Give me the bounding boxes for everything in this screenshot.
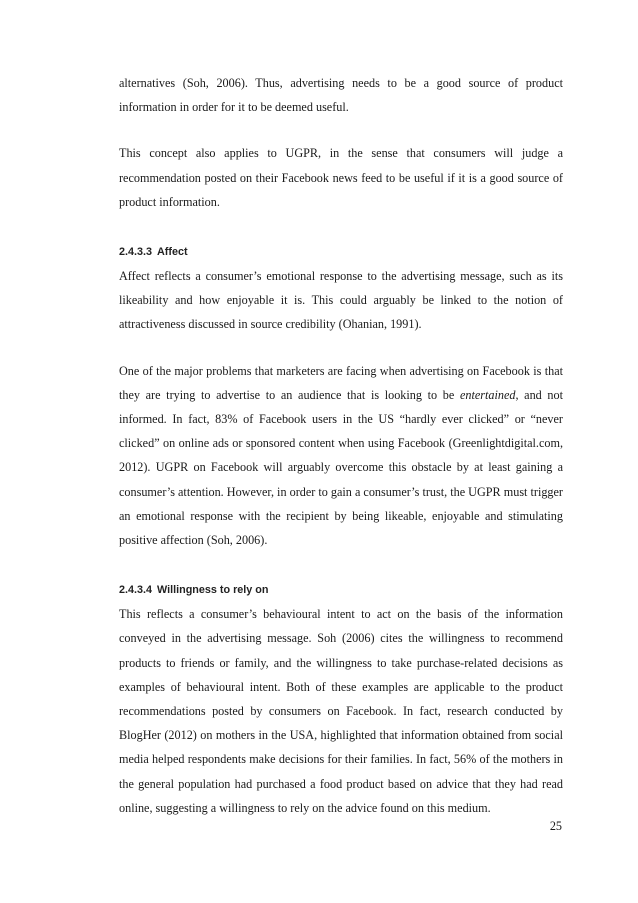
text-run: One of the major problems that marketers are facing when advertising on Facebook is that they are trying to advertise to an audience that is looking to be [119, 363, 563, 402]
paragraph-facebook-problems [119, 359, 563, 553]
emphasis-entertained: entertained [459, 387, 516, 402]
paragraph-affect-definition: Affect reflects a consumer’s emotional response to the advertising message, such as its likeability and how enjoyable it is. This could arguably be linked to the notion of attractiveness discussed in source credibility (Ohanian, 1991). [119, 269, 563, 332]
section-heading-affect [119, 240, 563, 264]
paragraph-alternatives: alternatives (Soh, 2006). Thus, advertising needs to be a good source of product information in order for it to be deemed useful. [119, 76, 563, 115]
section-number: 2.4.3.3 [119, 246, 153, 259]
paragraph-spacer [119, 119, 563, 141]
section-number: 2.4.3.4 [119, 584, 153, 597]
text-run: , and not informed. In fact, 83% of Facebook users in the US “hardly ever clicked” or “never clicked” on online ads or sponsored content when using Facebook (Greenlightdigital.com, 2012). UGPR on Facebook will arguably overcome this obstacle by at least gaining a consumer’s attention. However, in order to gain a consumer’s trust, the UGPR must trigger an emotional response with the recipient by being likeable, enjoyable and stimulating positive affection (Soh, 2006). [119, 387, 564, 548]
paragraph-spacer [119, 337, 563, 359]
section-title: Affect [157, 246, 188, 259]
section-title: Willingness to rely on [157, 584, 269, 597]
paragraph-willingness-definition: This reflects a consumer’s behavioural intent to act on the basis of the information conveyed in the advertising message. Soh (2006) cites the willingness to recommend products to friends or family, and the willingness to take purchase-related decisions as examples of behavioural intent. Both of these examples are applicable to the product recommendations posted by consumers on Facebook. In fact, research conducted by BlogHer (2012) on mothers in the USA, highlighted that information obtained from social media helped respondents make decisions for their families. In fact, 56% of the mothers in the general population had purchased a food product based on advice that they had read online, suggesting a willingness to rely on the advice found on this medium. [119, 607, 563, 815]
page-content [119, 71, 563, 820]
paragraph-spacer [119, 552, 563, 578]
section-heading-willingness [119, 578, 563, 602]
paragraph-spacer [119, 214, 563, 240]
paragraph-ugpr-concept: This concept also applies to UGPR, in the sense that consumers will judge a recommendation posted on their Facebook news feed to be useful if it is a good source of product information. [119, 146, 563, 209]
page-number: 25 [549, 819, 562, 833]
